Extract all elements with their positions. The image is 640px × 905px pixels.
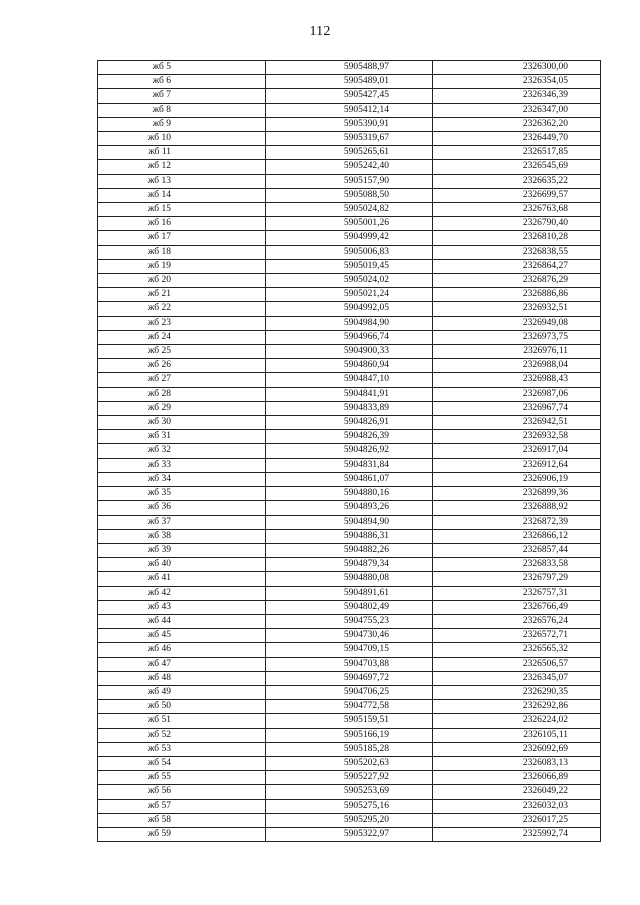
point-name-cell: жб 39: [98, 543, 266, 557]
y-coordinate-cell: 2326517,85: [433, 146, 601, 160]
point-name-cell: жб 38: [98, 529, 266, 543]
x-coordinate-cell: 5905157,90: [266, 174, 433, 188]
y-coordinate-cell: 2326872,39: [433, 515, 601, 529]
point-name-cell: жб 58: [98, 813, 266, 827]
x-coordinate-cell: 5904882,26: [266, 543, 433, 557]
y-coordinate-cell: 2326224,02: [433, 714, 601, 728]
x-coordinate-cell: 5905427,45: [266, 89, 433, 103]
table-row: [98, 700, 601, 714]
table-row: [98, 558, 601, 572]
table-row: [98, 657, 601, 671]
table-row: [98, 430, 601, 444]
point-name-cell: жб 23: [98, 316, 266, 330]
x-coordinate-cell: 5905488,97: [266, 61, 433, 75]
table-row: [98, 387, 601, 401]
y-coordinate-cell: 2326354,05: [433, 75, 601, 89]
x-coordinate-cell: 5905001,26: [266, 217, 433, 231]
point-name-cell: жб 20: [98, 274, 266, 288]
x-coordinate-cell: 5904894,90: [266, 515, 433, 529]
point-name-cell: жб 54: [98, 756, 266, 770]
x-coordinate-cell: 5905295,20: [266, 813, 433, 827]
x-coordinate-cell: 5904826,39: [266, 430, 433, 444]
point-name-cell: жб 29: [98, 401, 266, 415]
point-name-cell: жб 45: [98, 629, 266, 643]
table-row: [98, 89, 601, 103]
x-coordinate-cell: 5905412,14: [266, 103, 433, 117]
point-name-cell: жб 48: [98, 671, 266, 685]
y-coordinate-cell: 2326912,64: [433, 458, 601, 472]
y-coordinate-cell: 2326635,22: [433, 174, 601, 188]
x-coordinate-cell: 5905253,69: [266, 785, 433, 799]
table-row: [98, 529, 601, 543]
table-row: [98, 714, 601, 728]
x-coordinate-cell: 5904703,88: [266, 657, 433, 671]
point-name-cell: жб 19: [98, 259, 266, 273]
point-name-cell: жб 40: [98, 558, 266, 572]
y-coordinate-cell: 2326810,28: [433, 231, 601, 245]
table-row: [98, 174, 601, 188]
table-row: [98, 458, 601, 472]
y-coordinate-cell: 2326572,71: [433, 629, 601, 643]
y-coordinate-cell: 2326346,39: [433, 89, 601, 103]
table-row: [98, 785, 601, 799]
x-coordinate-cell: 5905159,51: [266, 714, 433, 728]
table-row: [98, 217, 601, 231]
point-name-cell: жб 16: [98, 217, 266, 231]
coordinates-table: [97, 60, 601, 842]
point-name-cell: жб 18: [98, 245, 266, 259]
point-name-cell: жб 34: [98, 472, 266, 486]
y-coordinate-cell: 2326866,12: [433, 529, 601, 543]
x-coordinate-cell: 5904847,10: [266, 373, 433, 387]
table-row: [98, 203, 601, 217]
x-coordinate-cell: 5905322,97: [266, 827, 433, 841]
y-coordinate-cell: 2326290,35: [433, 685, 601, 699]
y-coordinate-cell: 2326988,04: [433, 359, 601, 373]
page-number: 112: [309, 24, 331, 39]
point-name-cell: жб 35: [98, 487, 266, 501]
point-name-cell: жб 43: [98, 600, 266, 614]
point-name-cell: жб 10: [98, 132, 266, 146]
x-coordinate-cell: 5904730,46: [266, 629, 433, 643]
coordinates-table-body: [98, 61, 601, 842]
point-name-cell: жб 30: [98, 416, 266, 430]
x-coordinate-cell: 5904755,23: [266, 614, 433, 628]
x-coordinate-cell: 5905265,61: [266, 146, 433, 160]
table-row: [98, 501, 601, 515]
x-coordinate-cell: 5904880,08: [266, 572, 433, 586]
point-name-cell: жб 25: [98, 345, 266, 359]
table-row: [98, 813, 601, 827]
table-row: [98, 259, 601, 273]
point-name-cell: жб 14: [98, 188, 266, 202]
y-coordinate-cell: 2326838,55: [433, 245, 601, 259]
table-row: [98, 75, 601, 89]
table-row: [98, 771, 601, 785]
table-row: [98, 61, 601, 75]
y-coordinate-cell: 2326699,57: [433, 188, 601, 202]
point-name-cell: жб 31: [98, 430, 266, 444]
table-row: [98, 756, 601, 770]
x-coordinate-cell: 5905227,92: [266, 771, 433, 785]
point-name-cell: жб 44: [98, 614, 266, 628]
table-row: [98, 487, 601, 501]
table-row: [98, 245, 601, 259]
y-coordinate-cell: 2326833,58: [433, 558, 601, 572]
y-coordinate-cell: 2326300,00: [433, 61, 601, 75]
x-coordinate-cell: 5904709,15: [266, 643, 433, 657]
table-row: [98, 742, 601, 756]
x-coordinate-cell: 5904860,94: [266, 359, 433, 373]
y-coordinate-cell: 2326449,70: [433, 132, 601, 146]
table-row: [98, 146, 601, 160]
y-coordinate-cell: 2326976,11: [433, 345, 601, 359]
y-coordinate-cell: 2326988,43: [433, 373, 601, 387]
table-row: [98, 288, 601, 302]
y-coordinate-cell: 2325992,74: [433, 827, 601, 841]
point-name-cell: жб 41: [98, 572, 266, 586]
point-name-cell: жб 11: [98, 146, 266, 160]
point-name-cell: жб 56: [98, 785, 266, 799]
x-coordinate-cell: 5904802,49: [266, 600, 433, 614]
table-row: [98, 274, 601, 288]
point-name-cell: жб 7: [98, 89, 266, 103]
point-name-cell: жб 32: [98, 444, 266, 458]
y-coordinate-cell: 2326092,69: [433, 742, 601, 756]
x-coordinate-cell: 5905319,67: [266, 132, 433, 146]
table-row: [98, 316, 601, 330]
x-coordinate-cell: 5904861,07: [266, 472, 433, 486]
table-row: [98, 302, 601, 316]
table-row: [98, 728, 601, 742]
y-coordinate-cell: 2326949,08: [433, 316, 601, 330]
table-row: [98, 472, 601, 486]
y-coordinate-cell: 2326083,13: [433, 756, 601, 770]
x-coordinate-cell: 5904831,84: [266, 458, 433, 472]
y-coordinate-cell: 2326545,69: [433, 160, 601, 174]
y-coordinate-cell: 2326932,58: [433, 430, 601, 444]
x-coordinate-cell: 5905275,16: [266, 799, 433, 813]
x-coordinate-cell: 5905024,82: [266, 203, 433, 217]
y-coordinate-cell: 2326987,06: [433, 387, 601, 401]
y-coordinate-cell: 2326757,31: [433, 586, 601, 600]
table-row: [98, 117, 601, 131]
x-coordinate-cell: 5904886,31: [266, 529, 433, 543]
x-coordinate-cell: 5905185,28: [266, 742, 433, 756]
x-coordinate-cell: 5904992,05: [266, 302, 433, 316]
x-coordinate-cell: 5904833,89: [266, 401, 433, 415]
y-coordinate-cell: 2326049,22: [433, 785, 601, 799]
point-name-cell: жб 53: [98, 742, 266, 756]
y-coordinate-cell: 2326973,75: [433, 330, 601, 344]
point-name-cell: жб 12: [98, 160, 266, 174]
point-name-cell: жб 52: [98, 728, 266, 742]
table-row: [98, 685, 601, 699]
point-name-cell: жб 47: [98, 657, 266, 671]
y-coordinate-cell: 2326066,89: [433, 771, 601, 785]
y-coordinate-cell: 2326292,86: [433, 700, 601, 714]
x-coordinate-cell: 5904891,61: [266, 586, 433, 600]
table-row: [98, 643, 601, 657]
x-coordinate-cell: 5904984,90: [266, 316, 433, 330]
table-row: [98, 614, 601, 628]
point-name-cell: жб 24: [98, 330, 266, 344]
table-row: [98, 132, 601, 146]
table-row: [98, 401, 601, 415]
point-name-cell: жб 13: [98, 174, 266, 188]
point-name-cell: жб 51: [98, 714, 266, 728]
table-row: [98, 572, 601, 586]
x-coordinate-cell: 5904879,34: [266, 558, 433, 572]
point-name-cell: жб 33: [98, 458, 266, 472]
table-row: [98, 373, 601, 387]
table-row: [98, 416, 601, 430]
table-row: [98, 629, 601, 643]
table-row: [98, 671, 601, 685]
y-coordinate-cell: 2326576,24: [433, 614, 601, 628]
y-coordinate-cell: 2326917,04: [433, 444, 601, 458]
table-row: [98, 359, 601, 373]
x-coordinate-cell: 5905024,02: [266, 274, 433, 288]
y-coordinate-cell: 2326763,68: [433, 203, 601, 217]
y-coordinate-cell: 2326864,27: [433, 259, 601, 273]
y-coordinate-cell: 2326506,57: [433, 657, 601, 671]
table-row: [98, 799, 601, 813]
x-coordinate-cell: 5905489,01: [266, 75, 433, 89]
y-coordinate-cell: 2326105,11: [433, 728, 601, 742]
y-coordinate-cell: 2326888,92: [433, 501, 601, 515]
point-name-cell: жб 37: [98, 515, 266, 529]
table-row: [98, 103, 601, 117]
point-name-cell: жб 21: [98, 288, 266, 302]
point-name-cell: жб 55: [98, 771, 266, 785]
point-name-cell: жб 5: [98, 61, 266, 75]
x-coordinate-cell: 5904706,25: [266, 685, 433, 699]
point-name-cell: жб 15: [98, 203, 266, 217]
x-coordinate-cell: 5904826,92: [266, 444, 433, 458]
x-coordinate-cell: 5905088,50: [266, 188, 433, 202]
y-coordinate-cell: 2326017,25: [433, 813, 601, 827]
point-name-cell: жб 59: [98, 827, 266, 841]
y-coordinate-cell: 2326347,00: [433, 103, 601, 117]
point-name-cell: жб 17: [98, 231, 266, 245]
x-coordinate-cell: 5904772,58: [266, 700, 433, 714]
table-row: [98, 160, 601, 174]
point-name-cell: жб 27: [98, 373, 266, 387]
table-row: [98, 330, 601, 344]
point-name-cell: жб 9: [98, 117, 266, 131]
y-coordinate-cell: 2326932,51: [433, 302, 601, 316]
table-row: [98, 586, 601, 600]
x-coordinate-cell: 5904893,26: [266, 501, 433, 515]
y-coordinate-cell: 2326345,07: [433, 671, 601, 685]
x-coordinate-cell: 5904880,16: [266, 487, 433, 501]
table-row: [98, 515, 601, 529]
table-row: [98, 543, 601, 557]
x-coordinate-cell: 5905019,45: [266, 259, 433, 273]
point-name-cell: жб 22: [98, 302, 266, 316]
y-coordinate-cell: 2326565,32: [433, 643, 601, 657]
x-coordinate-cell: 5904966,74: [266, 330, 433, 344]
x-coordinate-cell: 5904841,91: [266, 387, 433, 401]
x-coordinate-cell: 5904900,33: [266, 345, 433, 359]
table-row: [98, 827, 601, 841]
point-name-cell: жб 36: [98, 501, 266, 515]
table-row: [98, 600, 601, 614]
y-coordinate-cell: 2326899,36: [433, 487, 601, 501]
point-name-cell: жб 8: [98, 103, 266, 117]
table-row: [98, 231, 601, 245]
y-coordinate-cell: 2326906,19: [433, 472, 601, 486]
table-row: [98, 188, 601, 202]
x-coordinate-cell: 5904999,42: [266, 231, 433, 245]
point-name-cell: жб 46: [98, 643, 266, 657]
y-coordinate-cell: 2326790,40: [433, 217, 601, 231]
y-coordinate-cell: 2326942,51: [433, 416, 601, 430]
y-coordinate-cell: 2326766,49: [433, 600, 601, 614]
y-coordinate-cell: 2326886,86: [433, 288, 601, 302]
x-coordinate-cell: 5905202,63: [266, 756, 433, 770]
y-coordinate-cell: 2326857,44: [433, 543, 601, 557]
point-name-cell: жб 57: [98, 799, 266, 813]
y-coordinate-cell: 2326032,03: [433, 799, 601, 813]
point-name-cell: жб 26: [98, 359, 266, 373]
point-name-cell: жб 6: [98, 75, 266, 89]
point-name-cell: жб 49: [98, 685, 266, 699]
x-coordinate-cell: 5905390,91: [266, 117, 433, 131]
x-coordinate-cell: 5904826,91: [266, 416, 433, 430]
y-coordinate-cell: 2326797,29: [433, 572, 601, 586]
x-coordinate-cell: 5905166,19: [266, 728, 433, 742]
y-coordinate-cell: 2326362,20: [433, 117, 601, 131]
y-coordinate-cell: 2326876,29: [433, 274, 601, 288]
point-name-cell: жб 50: [98, 700, 266, 714]
x-coordinate-cell: 5905006,83: [266, 245, 433, 259]
point-name-cell: жб 28: [98, 387, 266, 401]
x-coordinate-cell: 5905242,40: [266, 160, 433, 174]
y-coordinate-cell: 2326967,74: [433, 401, 601, 415]
table-row: [98, 444, 601, 458]
table-row: [98, 345, 601, 359]
x-coordinate-cell: 5904697,72: [266, 671, 433, 685]
x-coordinate-cell: 5905021,24: [266, 288, 433, 302]
point-name-cell: жб 42: [98, 586, 266, 600]
